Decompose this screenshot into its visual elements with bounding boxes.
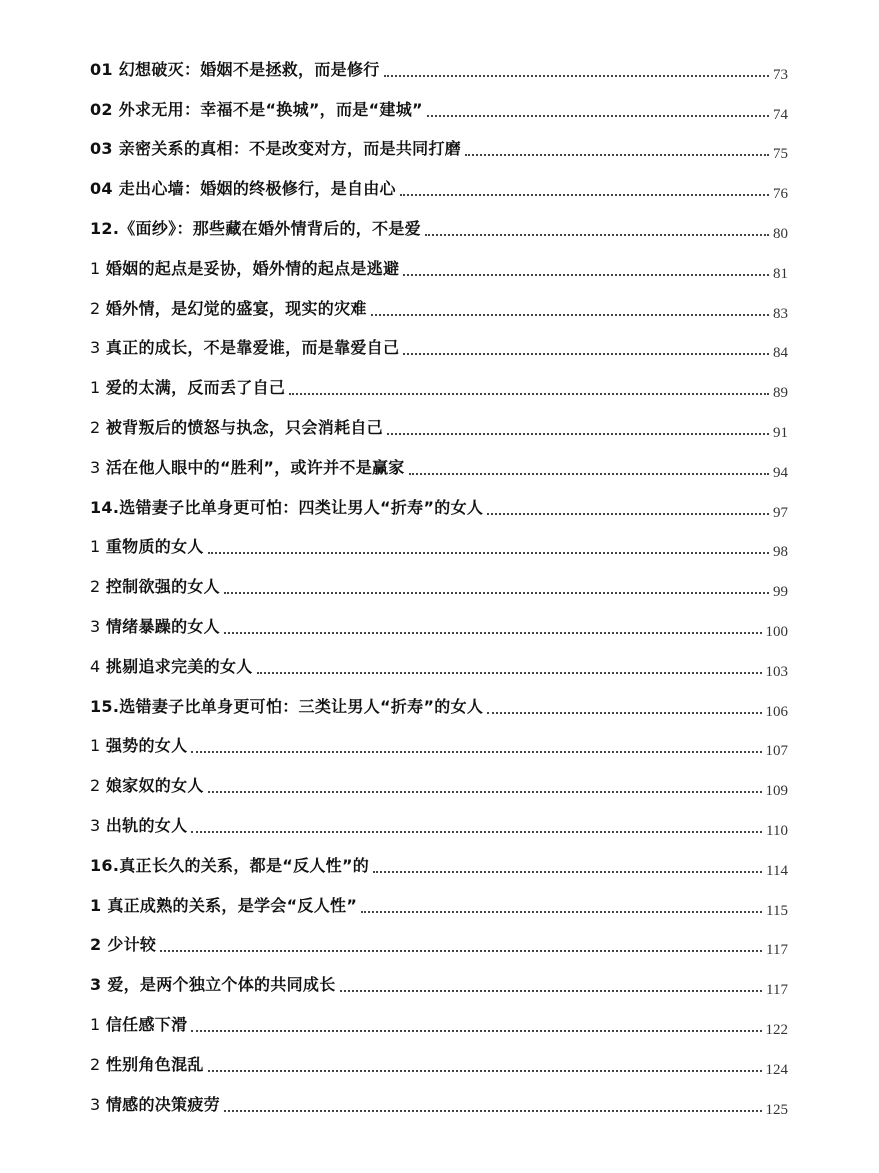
toc-entry-text: 外求无用：幸福不是“换城”，而是“建城” — [118, 99, 423, 119]
toc-entry[interactable] — [90, 526, 788, 566]
toc-entry-title — [90, 853, 369, 876]
toc-page-number: 83 — [773, 305, 788, 322]
toc-page-number: 100 — [765, 623, 788, 640]
toc-entry-number: 2 — [90, 1054, 106, 1074]
dot-leader — [224, 1110, 762, 1112]
dot-leader — [361, 911, 762, 913]
toc-entry-text: 亲密关系的真相：不是改变对方，而是共同打磨 — [118, 139, 462, 159]
toc-page-number: 73 — [773, 66, 788, 83]
toc-entry-text: 控制欲强的女人 — [105, 577, 220, 597]
toc-entry-text: 强势的女人 — [105, 736, 188, 756]
toc-entry-number: 3 — [90, 616, 106, 636]
toc-entry-title — [90, 614, 220, 637]
toc-entry-title — [90, 495, 483, 518]
toc-entry[interactable] — [90, 167, 788, 207]
toc-entry-text: 性别角色混乱 — [105, 1054, 204, 1074]
toc-page-number: 122 — [765, 1021, 788, 1038]
dot-leader — [403, 353, 769, 355]
toc-entry[interactable] — [90, 1043, 788, 1083]
toc-entry-title — [90, 216, 421, 239]
toc-entry-number: 3 — [90, 975, 108, 995]
toc-entry[interactable] — [90, 963, 788, 1003]
toc-entry[interactable] — [90, 446, 788, 486]
toc-entry-title — [90, 1052, 204, 1075]
toc-entry-text: 情感的决策疲劳 — [105, 1094, 220, 1114]
toc-entry[interactable] — [90, 605, 788, 645]
toc-entry[interactable] — [90, 128, 788, 168]
toc-page-number: 76 — [773, 186, 788, 203]
toc-entry-title — [90, 415, 383, 438]
toc-entry-title — [90, 574, 220, 597]
toc-entry-text: 爱的太满，反而丢了自己 — [105, 378, 286, 398]
toc-page-number: 75 — [773, 146, 788, 163]
toc-entry-title — [90, 813, 187, 836]
toc-entry[interactable] — [90, 287, 788, 327]
toc-entry[interactable] — [90, 1003, 788, 1043]
toc-page-number: 109 — [765, 783, 788, 800]
toc-entry-number: 3 — [90, 457, 106, 477]
toc-entry-title — [90, 57, 380, 80]
toc-page-number: 74 — [773, 106, 788, 123]
toc-entry-number: 14. — [90, 497, 120, 517]
toc-entry-number: 2 — [90, 577, 106, 597]
toc-entry[interactable] — [90, 1083, 788, 1123]
toc-entry-text: 走出心墙：婚姻的终极修行，是自由心 — [118, 179, 396, 199]
toc-entry[interactable] — [90, 764, 788, 804]
dot-leader — [257, 672, 762, 674]
toc-page-number: 110 — [766, 822, 788, 839]
toc-entry-text: 《面纱》：那些藏在婚外情背后的，不是爱 — [119, 218, 421, 238]
toc-entry[interactable] — [90, 247, 788, 287]
toc-entry-number: 4 — [90, 656, 106, 676]
toc-entry-title — [90, 176, 396, 199]
toc-entry[interactable] — [90, 88, 788, 128]
toc-page-number: 89 — [773, 385, 788, 402]
toc-entry[interactable] — [90, 884, 788, 924]
toc-entry-title — [90, 1092, 220, 1115]
toc-entry-number: 2 — [90, 298, 106, 318]
toc-page-number: 103 — [765, 663, 788, 680]
toc-entry[interactable] — [90, 804, 788, 844]
toc-entry-number: 16. — [90, 855, 120, 875]
toc-page-number: 125 — [765, 1101, 788, 1118]
dot-leader — [371, 314, 769, 316]
toc-entry[interactable] — [90, 406, 788, 446]
toc-entry-number: 2 — [90, 935, 108, 955]
toc-page-number: 84 — [773, 345, 788, 362]
dot-leader — [289, 393, 769, 395]
toc-page-number: 80 — [773, 225, 788, 242]
dot-leader — [191, 751, 761, 753]
toc-entry-title — [90, 733, 187, 756]
toc-entry-text: 少计较 — [107, 935, 157, 955]
toc-entry-number: 2 — [90, 776, 106, 796]
toc-entry[interactable] — [90, 685, 788, 725]
toc-entry[interactable] — [90, 645, 788, 685]
toc-entry-text: 被背叛后的愤怒与执念，只会消耗自己 — [105, 417, 383, 437]
toc-entry-number: 1 — [90, 258, 106, 278]
toc-entry-title — [90, 773, 204, 796]
toc-page-number: 99 — [773, 584, 788, 601]
toc-entry-title — [90, 296, 367, 319]
toc-entry-number: 04 — [90, 179, 119, 199]
toc-page-number: 81 — [773, 265, 788, 282]
toc-entry-text: 幻想破灭：婚姻不是拯救，而是修行 — [118, 59, 380, 79]
dot-leader — [384, 75, 769, 77]
toc-entry-title — [90, 972, 336, 995]
toc-entry-text: 婚姻的起点是妥协，婚外情的起点是逃避 — [105, 258, 400, 278]
dot-leader — [224, 592, 769, 594]
toc-entry-title — [90, 893, 357, 916]
toc-entry-text: 娘家奴的女人 — [105, 776, 204, 796]
toc-entry-number: 02 — [90, 99, 119, 119]
toc-entry-title — [90, 136, 461, 159]
toc-entry-number: 3 — [90, 338, 106, 358]
toc-entry-number: 1 — [90, 736, 106, 756]
toc-entry-text: 真正的成长，不是靠爱谁，而是靠爱自己 — [105, 338, 400, 358]
dot-leader — [208, 552, 769, 554]
dot-leader — [191, 831, 762, 833]
toc-entry[interactable] — [90, 924, 788, 964]
dot-leader — [487, 513, 769, 515]
toc-entry-text: 爱，是两个独立个体的共同成长 — [107, 975, 336, 995]
dot-leader — [487, 712, 761, 714]
dot-leader — [373, 871, 762, 873]
toc-entry-title — [90, 455, 405, 478]
toc-entry-text: 选错妻子比单身更可怕：三类让男人“折寿”的女人 — [119, 696, 484, 716]
dot-leader — [208, 1070, 762, 1072]
toc-page-number: 117 — [766, 982, 788, 999]
dot-leader — [425, 234, 769, 236]
toc-entry[interactable] — [90, 366, 788, 406]
toc-entry-title — [90, 654, 253, 677]
toc-entry[interactable] — [90, 48, 788, 88]
dot-leader — [465, 154, 769, 156]
toc-entry-title — [90, 694, 483, 717]
toc-page-number: 106 — [765, 703, 788, 720]
toc-page-number: 124 — [765, 1061, 788, 1078]
toc-page-number: 115 — [766, 902, 788, 919]
toc-entry-text: 情绪暴躁的女人 — [105, 616, 220, 636]
toc-entry-text: 重物质的女人 — [105, 537, 204, 557]
toc-entry-text: 活在他人眼中的“胜利”，或许并不是赢家 — [105, 457, 405, 477]
toc-entry-title — [90, 335, 399, 358]
toc-page-number: 98 — [773, 544, 788, 561]
toc-entry-title — [90, 1012, 187, 1035]
toc-page-number: 114 — [766, 862, 788, 879]
toc-entry-title — [90, 534, 204, 557]
toc-entry-title — [90, 375, 285, 398]
toc-page-number: 107 — [765, 743, 788, 760]
toc-entry-text: 真正长久的关系，都是“反人性”的 — [119, 855, 370, 875]
toc-page-number: 97 — [773, 504, 788, 521]
toc-entry[interactable] — [90, 565, 788, 605]
toc-page-number: 117 — [766, 942, 788, 959]
dot-leader — [224, 632, 762, 634]
toc-entry-number: 1 — [90, 537, 106, 557]
toc-entry-number: 12. — [90, 218, 120, 238]
dot-leader — [160, 950, 762, 952]
dot-leader — [191, 1030, 761, 1032]
toc-entry-text: 信任感下滑 — [105, 1014, 188, 1034]
toc-entry[interactable] — [90, 725, 788, 765]
dot-leader — [340, 990, 763, 992]
toc-entry[interactable] — [90, 844, 788, 884]
dot-leader — [409, 473, 769, 475]
toc-entry-title — [90, 256, 399, 279]
toc-entry-number: 03 — [90, 139, 119, 159]
toc-entry-text: 真正成熟的关系，是学会“反人性” — [107, 895, 358, 915]
toc-entry-number: 15. — [90, 696, 120, 716]
dot-leader — [387, 433, 769, 435]
toc-page-number: 94 — [773, 464, 788, 481]
toc-entry-title — [90, 97, 423, 120]
toc-entry-number: 3 — [90, 815, 106, 835]
toc-entry-number: 3 — [90, 1094, 106, 1114]
dot-leader — [208, 791, 762, 793]
toc-entry-number: 01 — [90, 59, 119, 79]
toc-entry-text: 选错妻子比单身更可怕：四类让男人“折寿”的女人 — [119, 497, 484, 517]
toc-entry-text: 挑剔追求完美的女人 — [105, 656, 253, 676]
dot-leader — [403, 274, 769, 276]
toc-entry[interactable] — [90, 327, 788, 367]
toc-entry-title — [90, 932, 156, 955]
toc-entry[interactable] — [90, 486, 788, 526]
toc-entry[interactable] — [90, 207, 788, 247]
dot-leader — [427, 115, 769, 117]
toc-page-number: 91 — [773, 424, 788, 441]
table-of-contents — [90, 48, 788, 1123]
toc-entry-number: 2 — [90, 417, 106, 437]
toc-entry-text: 婚外情，是幻觉的盛宴，现实的灾难 — [105, 298, 367, 318]
toc-entry-number: 1 — [90, 895, 108, 915]
toc-entry-number: 1 — [90, 378, 106, 398]
toc-entry-number: 1 — [90, 1014, 106, 1034]
dot-leader — [400, 194, 769, 196]
toc-entry-text: 出轨的女人 — [105, 815, 188, 835]
